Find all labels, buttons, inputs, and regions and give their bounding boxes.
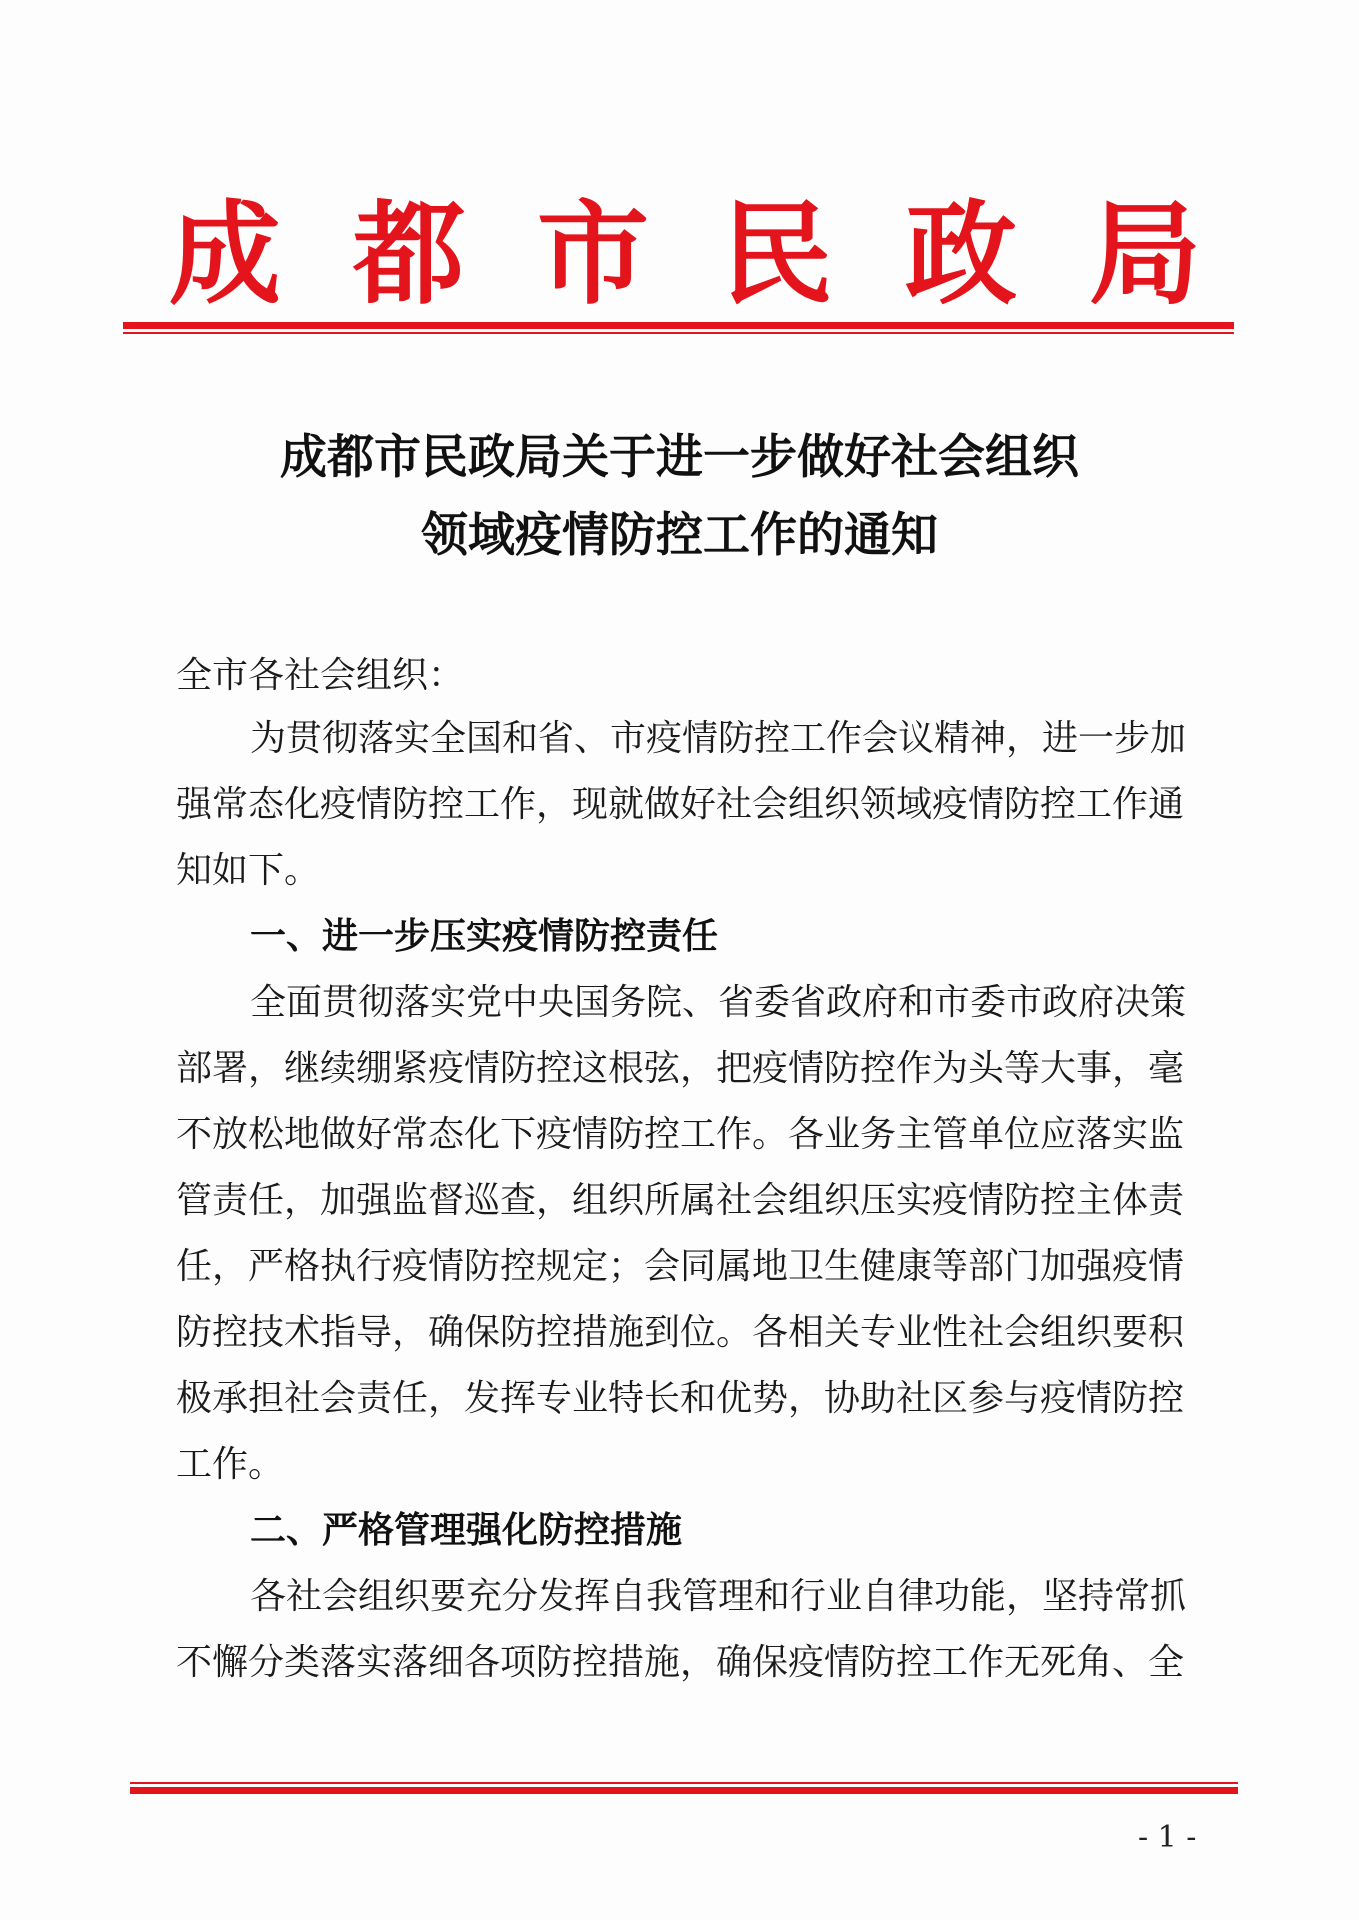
letterhead-char: 市 — [537, 189, 649, 320]
intro-line: 知如下。 — [176, 850, 321, 891]
letterhead-char: 局 — [1089, 189, 1201, 320]
letterhead-char: 政 — [905, 189, 1017, 320]
letterhead-char: 民 — [721, 189, 833, 320]
section-heading: 二、严格管理强化防控措施 — [250, 1510, 683, 1551]
section-line: 部署，继续绷紧疫情防控这根弦，把疫情防控作为头等大事，毫 — [176, 1048, 1185, 1089]
section-heading: 一、进一步压实疫情防控责任 — [250, 916, 719, 957]
intro-line: 为贯彻落实全国和省、市疫情防控工作会议精神，进一步加 — [250, 718, 1187, 759]
document-title-line-2: 领域疫情防控工作的通知 — [421, 508, 938, 563]
section-line: 不放松地做好常态化下疫情防控工作。各业务主管单位应落实监 — [176, 1114, 1185, 1155]
section-line: 全面贯彻落实党中央国务院、省委省政府和市委市政府决策 — [250, 982, 1187, 1023]
section-line: 工作。 — [176, 1444, 285, 1485]
intro-line: 强常态化疫情防控工作，现就做好社会组织领域疫情防控工作通 — [176, 784, 1185, 825]
letterhead-divider-thin — [123, 332, 1234, 334]
salutation: 全市各社会组织： — [176, 655, 465, 696]
section-line: 任，严格执行疫情防控规定；会同属地卫生健康等部门加强疫情 — [176, 1246, 1185, 1287]
section-line: 各社会组织要充分发挥自我管理和行业自律功能，坚持常抓 — [250, 1576, 1187, 1617]
page-number: - 1 - — [1138, 1820, 1197, 1855]
section-line: 不懈分类落实落细各项防控措施，确保疫情防控工作无死角、全 — [176, 1642, 1185, 1683]
letterhead-agency-name — [160, 190, 1210, 320]
section-line: 防控技术指导，确保防控措施到位。各相关专业性社会组织要积 — [176, 1312, 1185, 1353]
letterhead-char: 成 — [169, 189, 281, 320]
letterhead-char: 都 — [353, 189, 465, 320]
footer-divider-thick — [130, 1787, 1238, 1794]
section-line: 管责任，加强监督巡查，组织所属社会组织压实疫情防控主体责 — [176, 1180, 1185, 1221]
document-title-line-1: 成都市民政局关于进一步做好社会组织 — [280, 430, 1079, 485]
letterhead-divider-thick — [123, 322, 1234, 329]
footer-divider-thin — [130, 1782, 1238, 1784]
section-line: 极承担社会责任，发挥专业特长和优势，协助社区参与疫情防控 — [176, 1378, 1185, 1419]
